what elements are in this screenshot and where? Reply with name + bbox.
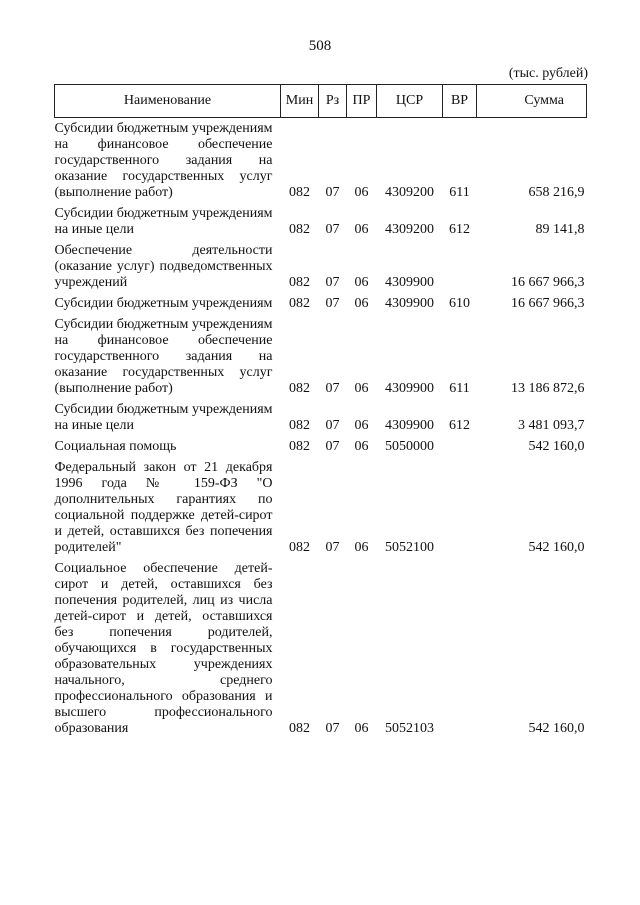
- row-vr: 611: [449, 185, 470, 200]
- row-vr: [443, 558, 477, 739]
- budget-table: [54, 84, 587, 739]
- row-pr: 06: [354, 222, 369, 237]
- row-rz: 07: [325, 418, 340, 433]
- row-vr: [443, 436, 477, 457]
- page-number: 508: [308, 38, 332, 54]
- row-min: 082: [289, 439, 310, 454]
- row-csr: 5052103: [385, 721, 434, 736]
- row-sum: 542 160,0: [528, 540, 585, 555]
- row-rz: 07: [325, 222, 340, 237]
- row-pr: 06: [354, 721, 369, 736]
- row-sum: 658 216,9: [528, 185, 585, 200]
- table-row: [55, 240, 587, 293]
- row-name: Федеральный закон от 21 декабря 1996 года № 159-ФЗ "О дополнительных гарантиях по социальной поддержке детей-сирот и детей, оставшихся без попечения родителей": [54, 460, 273, 555]
- row-csr: 5052100: [385, 540, 434, 555]
- row-csr: 5050000: [385, 439, 434, 454]
- row-vr: [443, 240, 477, 293]
- row-name: Субсидии бюджетным учреждениям на иные цели: [54, 402, 273, 433]
- row-min: 082: [289, 418, 310, 433]
- header-vr: ВР: [443, 85, 477, 118]
- table-row: [55, 314, 587, 399]
- row-pr: 06: [354, 418, 369, 433]
- row-csr: 4309200: [385, 222, 434, 237]
- table-row: [55, 558, 587, 739]
- units-label: (тыс. рублей): [508, 66, 588, 81]
- table-row: [55, 399, 587, 436]
- row-csr: 4309900: [385, 418, 434, 433]
- row-rz: 07: [325, 439, 340, 454]
- table-row: [55, 293, 587, 314]
- row-vr: 611: [449, 381, 470, 396]
- row-sum: 13 186 872,6: [511, 381, 585, 396]
- header-pr: ПР: [347, 85, 377, 118]
- table-row: [55, 457, 587, 558]
- table-row: [55, 203, 587, 240]
- header-rz: Рз: [319, 85, 347, 118]
- row-pr: 06: [354, 381, 369, 396]
- row-name: Социальная помощь: [54, 439, 177, 454]
- row-name: Обеспечение деятельности (оказание услуг) подведомственных учреждений: [54, 243, 273, 290]
- row-rz: 07: [325, 381, 340, 396]
- row-csr: 4309900: [385, 296, 434, 311]
- row-min: 082: [289, 275, 310, 290]
- row-pr: 06: [354, 275, 369, 290]
- row-name: Социальное обеспечение детей-сирот и детей, оставшихся без попечения родителей, лиц из числа детей-сирот и детей, оставшихся без попечения родителей, обучающихся в государственных образовательных учреждениях начального, среднего профессионального образования и высшего профессионального образования: [54, 561, 273, 736]
- row-pr: 06: [354, 296, 369, 311]
- row-sum: 89 141,8: [535, 222, 585, 237]
- row-rz: 07: [325, 275, 340, 290]
- row-min: 082: [289, 721, 310, 736]
- row-pr: 06: [354, 540, 369, 555]
- table-row: [55, 118, 587, 204]
- row-sum: 16 667 966,3: [511, 275, 585, 290]
- row-sum: 542 160,0: [528, 721, 585, 736]
- row-sum: 16 667 966,3: [511, 296, 585, 311]
- header-csr: ЦСР: [377, 85, 443, 118]
- row-min: 082: [289, 185, 310, 200]
- row-name: Субсидии бюджетным учреждениям на иные цели: [54, 206, 273, 237]
- row-rz: 07: [325, 296, 340, 311]
- row-name: Субсидии бюджетным учреждениям: [54, 296, 273, 311]
- row-vr: 612: [449, 418, 470, 433]
- header-sum: Сумма: [477, 85, 587, 118]
- row-csr: 4309200: [385, 185, 434, 200]
- row-min: 082: [289, 540, 310, 555]
- header-name: Наименование: [55, 85, 281, 118]
- row-csr: 4309900: [385, 275, 434, 290]
- row-name: Субсидии бюджетным учреждениям на финансовое обеспечение государственного задания на оказание государственных услуг (выполнение работ): [54, 317, 273, 396]
- table-header-row: [55, 85, 587, 118]
- row-sum: 3 481 093,7: [518, 418, 585, 433]
- row-pr: 06: [354, 185, 369, 200]
- row-rz: 07: [325, 721, 340, 736]
- row-sum: 542 160,0: [528, 439, 585, 454]
- table-row: [55, 436, 587, 457]
- row-min: 082: [289, 381, 310, 396]
- row-vr: 612: [449, 222, 470, 237]
- row-rz: 07: [325, 185, 340, 200]
- row-name: Субсидии бюджетным учреждениям на финансовое обеспечение государственного задания на оказание государственных услуг (выполнение работ): [54, 121, 273, 200]
- row-min: 082: [289, 296, 310, 311]
- row-min: 082: [289, 222, 310, 237]
- header-min: Мин: [281, 85, 319, 118]
- row-vr: [443, 457, 477, 558]
- row-rz: 07: [325, 540, 340, 555]
- row-pr: 06: [354, 439, 369, 454]
- row-csr: 4309900: [385, 381, 434, 396]
- row-vr: 610: [449, 296, 470, 311]
